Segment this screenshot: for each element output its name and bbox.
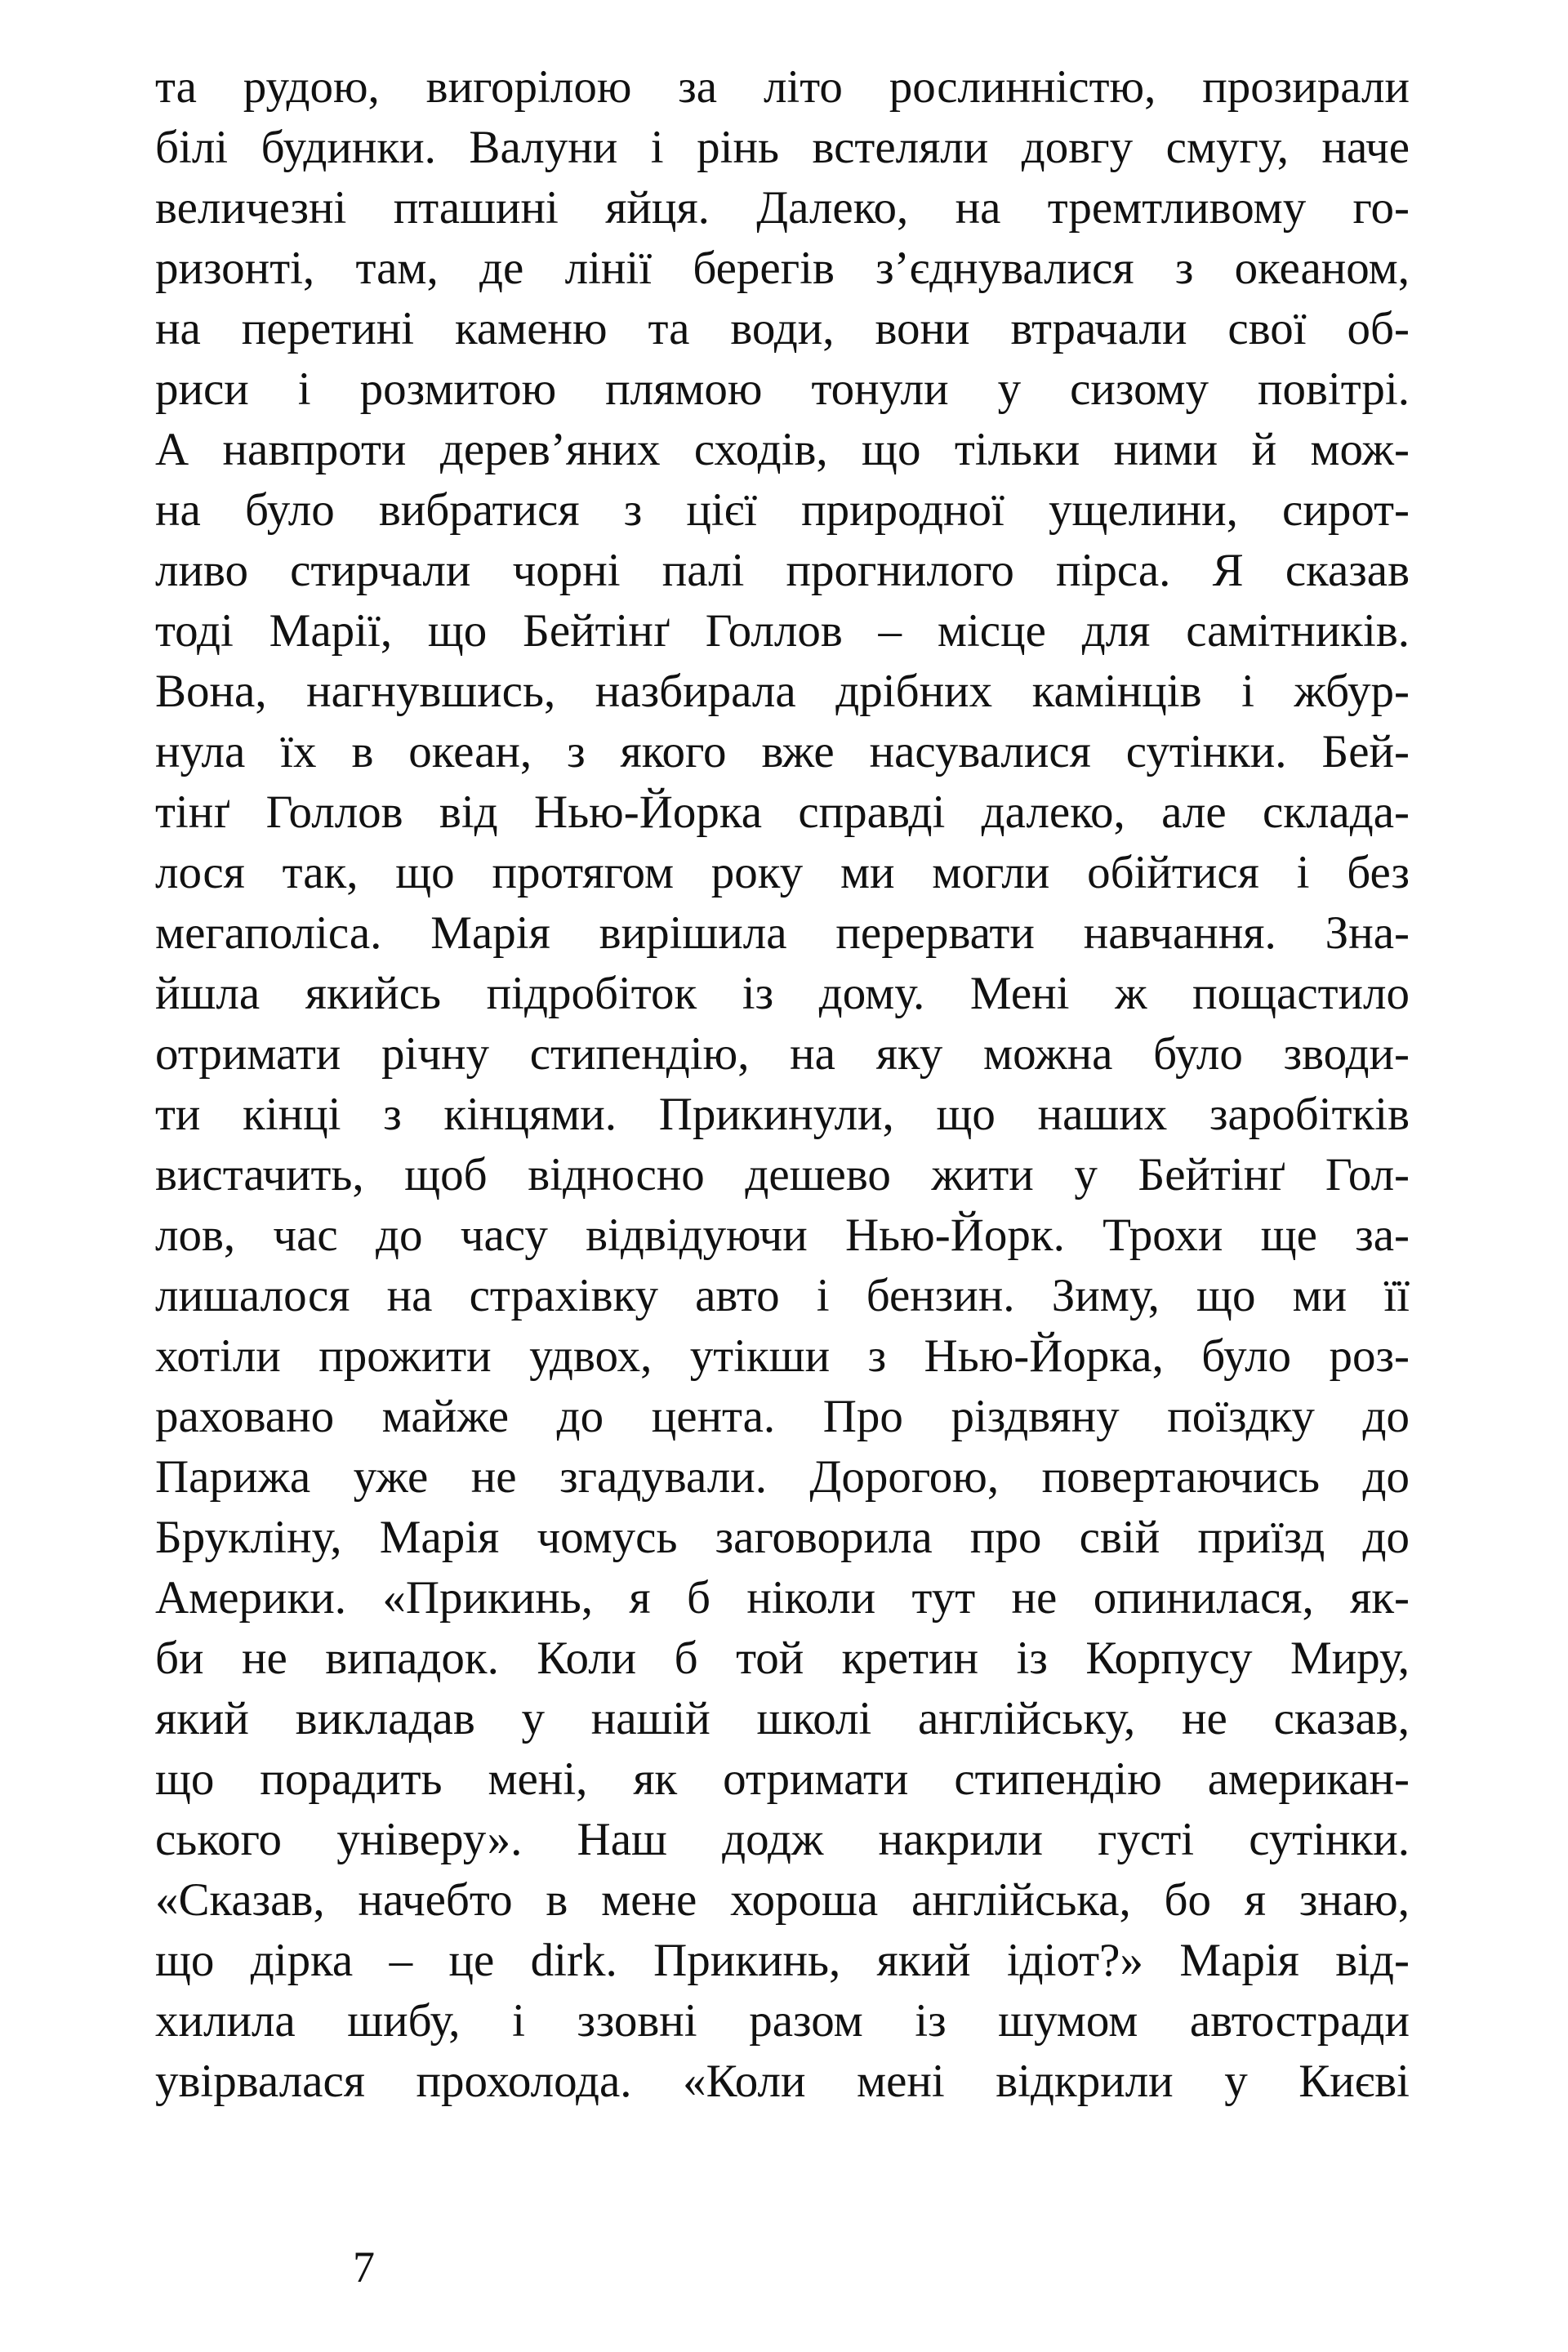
- text-line: йшла якийсь підробіток із дому. Мені ж пощастило: [155, 968, 1410, 1019]
- body-text: [155, 57, 1410, 2112]
- page-number: 7: [353, 2243, 375, 2292]
- text-line: що дірка – це dirk. Прикинь, який ідіот?» Марія від-: [155, 1935, 1410, 1986]
- text-line: ти кінці з кінцями. Прикинули, що наших заробітків: [155, 1089, 1410, 1140]
- text-line: ризонті, там, де лінії берегів з’єднувалися з океаном,: [155, 243, 1410, 294]
- text-line: отримати річну стипендію, на яку можна було зводи-: [155, 1028, 1410, 1080]
- text-line: раховано майже до цента. Про різдвяну поїздку до: [155, 1391, 1410, 1442]
- text-line: тоді Марії, що Бейтінґ Голлов – місце для самітників.: [155, 605, 1410, 657]
- text-line: лишалося на страхівку авто і бензин. Зиму, що ми її: [155, 1270, 1410, 1321]
- text-line: А навпроти дерев’яних сходів, що тільки ними й мож-: [155, 424, 1410, 475]
- text-line: який викладав у нашій школі англійську, не сказав,: [155, 1693, 1410, 1744]
- text-line: та рудою, вигорілою за літо рослинністю, прозирали: [155, 61, 1410, 113]
- text-line: тінґ Голлов від Нью-Йорка справді далеко, але склада-: [155, 786, 1410, 838]
- text-line: Вона, нагнувшись, назбирала дрібних камінців і жбур-: [155, 666, 1410, 717]
- text-line: «Сказав, начебто в мене хороша англійська, бо я знаю,: [155, 1874, 1410, 1926]
- text-line: вистачить, щоб відносно дешево жити у Бейтінґ Гол-: [155, 1149, 1410, 1200]
- text-line: хилила шибу, і ззовні разом із шумом автостради: [155, 1995, 1410, 2047]
- text-line: Америки. «Прикинь, я б ніколи тут не опинилася, як-: [155, 1572, 1410, 1624]
- text-line: лося так, що протягом року ми могли обійтися і без: [155, 847, 1410, 898]
- text-line: на було вибратися з цієї природної ущелини, сирот-: [155, 484, 1410, 536]
- text-line: ливо стирчали чорні палі прогнилого пірса. Я сказав: [155, 545, 1410, 596]
- text-line: Парижа уже не згадували. Дорогою, повертаючись до: [155, 1451, 1410, 1503]
- text-line: лов, час до часу відвідуючи Нью-Йорк. Трохи ще за-: [155, 1209, 1410, 1261]
- text-line: мегаполіса. Марія вирішила перервати навчання. Зна-: [155, 907, 1410, 959]
- text-line: білі будинки. Валуни і рінь встеляли довгу смугу, наче: [155, 122, 1410, 173]
- text-line: на перетині каменю та води, вони втрачали свої об-: [155, 303, 1410, 354]
- text-line: риси і розмитою плямою тонули у сизому повітрі.: [155, 363, 1410, 415]
- text-line: хотіли прожити удвох, утікши з Нью-Йорка, було роз-: [155, 1330, 1410, 1382]
- text-line: що порадить мені, як отримати стипендію американ-: [155, 1753, 1410, 1805]
- text-line: нула їх в океан, з якого вже насувалися сутінки. Бей-: [155, 726, 1410, 777]
- text-line: ського універу». Наш додж накрили густі сутінки.: [155, 1814, 1410, 1865]
- text-line: Брукліну, Марія чомусь заговорила про свій приїзд до: [155, 1512, 1410, 1563]
- text-line: увірвалася прохолода. «Коли мені відкрили у Києві: [155, 2056, 1410, 2107]
- text-line: би не випадок. Коли б той кретин із Корпусу Миру,: [155, 1633, 1410, 1684]
- text-line: величезні пташині яйця. Далеко, на тремтливому го-: [155, 182, 1410, 234]
